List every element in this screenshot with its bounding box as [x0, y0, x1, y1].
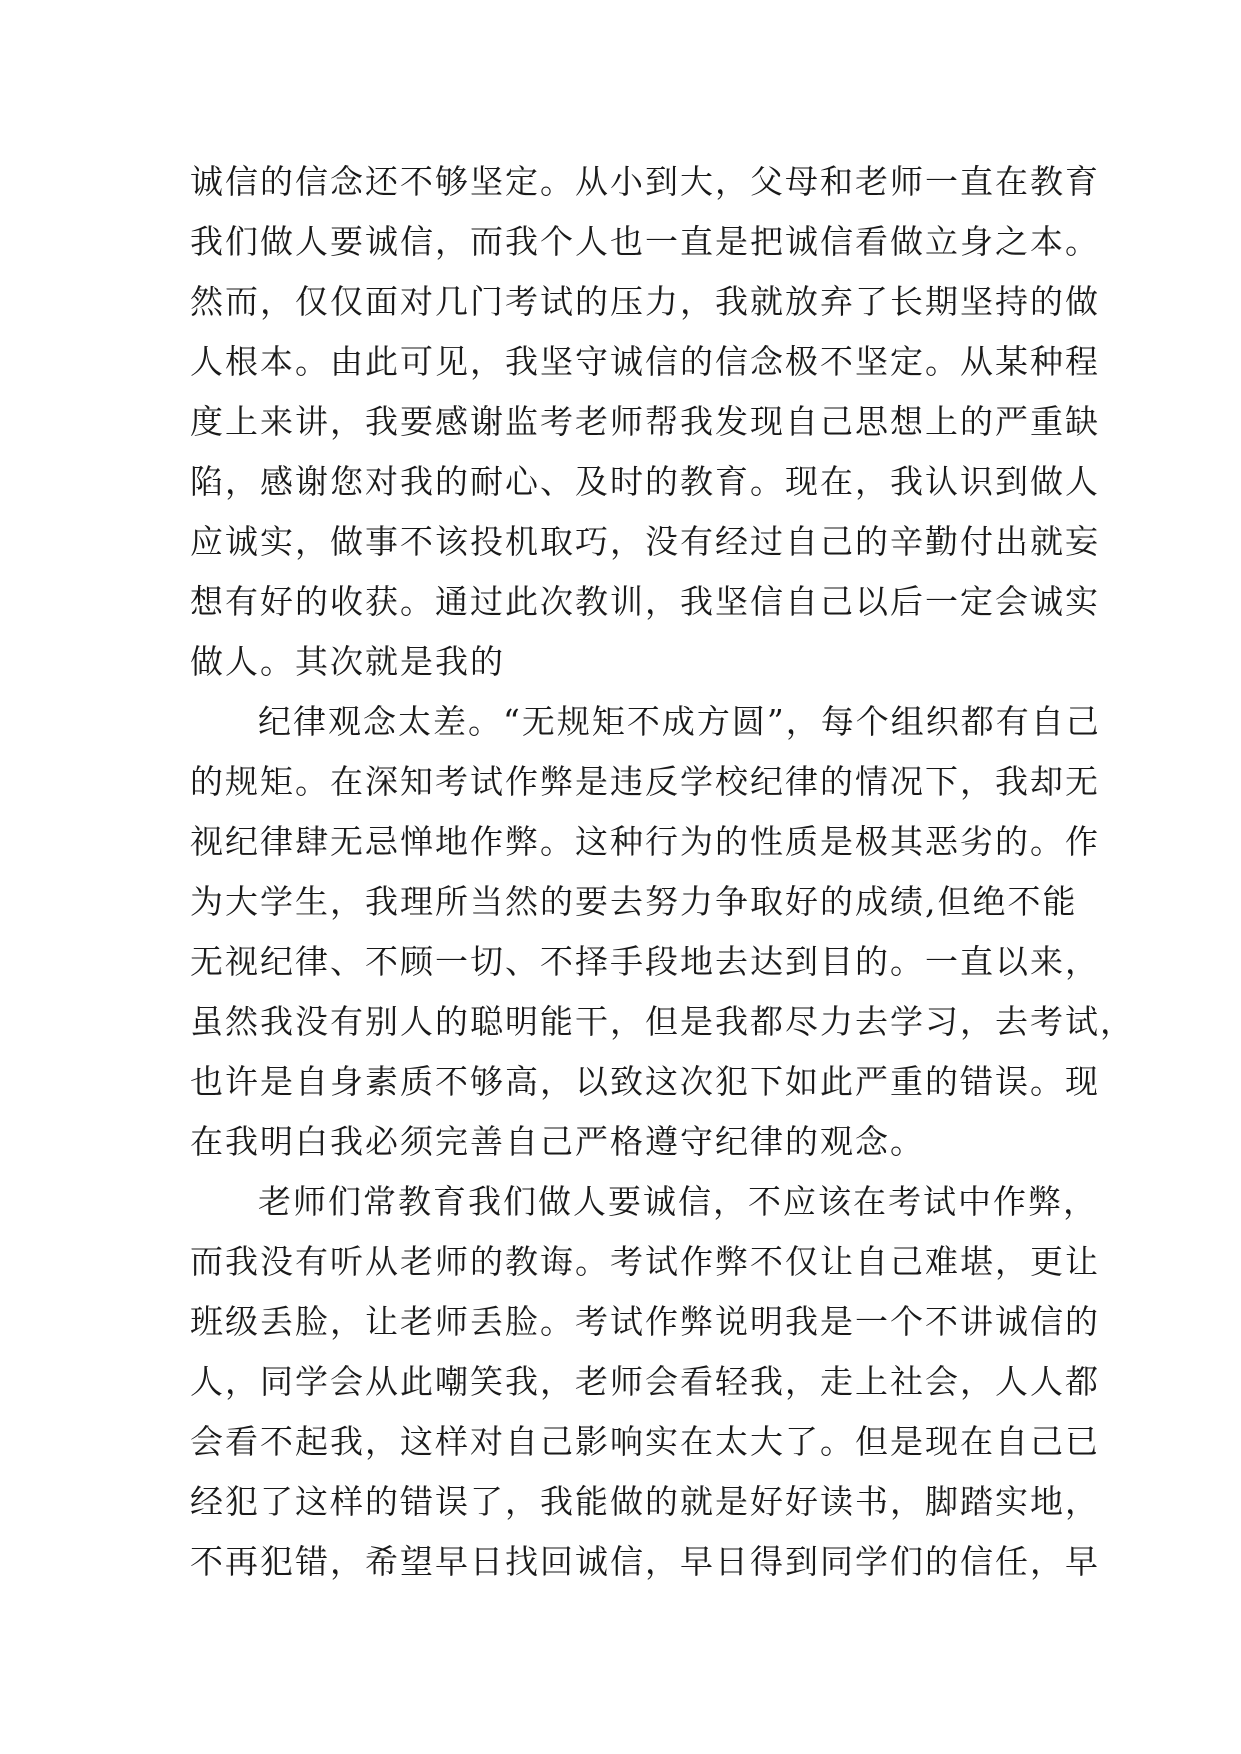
text-line: 度上来讲，我要感谢监考老师帮我发现自己思想上的严重缺	[190, 402, 1100, 441]
text-line: 想有好的收获。通过此次教训，我坚信自己以后一定会诚实	[190, 582, 1100, 621]
document-body	[190, 152, 1135, 1592]
text-line: 为大学生，我理所当然的要去努力争取好的成绩,但绝不能	[190, 882, 1078, 921]
paragraph-start-line: 老师们常教育我们做人要诚信，不应该在考试中作弊，	[258, 1182, 1098, 1221]
text-line: 然而，仅仅面对几门考试的压力，我就放弃了长期坚持的做	[190, 282, 1100, 321]
text-line: 的规矩。在深知考试作弊是违反学校纪律的情况下，我却无	[190, 762, 1100, 801]
text-line: 我们做人要诚信，而我个人也一直是把诚信看做立身之本。	[190, 222, 1100, 261]
text-line: 人根本。由此可见，我坚守诚信的信念极不坚定。从某种程	[190, 342, 1100, 381]
text-line: 做人。其次就是我的	[190, 642, 505, 681]
text-line: 在我明白我必须完善自己严格遵守纪律的观念。	[190, 1122, 925, 1161]
text-line: 诚信的信念还不够坚定。从小到大，父母和老师一直在教育	[190, 162, 1100, 201]
text-line: 而我没有听从老师的教诲。考试作弊不仅让自己难堪，更让	[190, 1242, 1100, 1281]
text-line: 虽然我没有别人的聪明能干，但是我都尽力去学习，去考试，	[190, 1002, 1135, 1041]
text-line: 会看不起我，这样对自己影响实在太大了。但是现在自己已	[190, 1422, 1100, 1461]
text-line: 也许是自身素质不够高，以致这次犯下如此严重的错误。现	[190, 1062, 1100, 1101]
text-line: 经犯了这样的错误了，我能做的就是好好读书，脚踏实地，	[190, 1482, 1100, 1521]
text-line: 不再犯错，希望早日找回诚信，早日得到同学们的信任，早	[190, 1542, 1100, 1581]
text-line: 视纪律肆无忌惮地作弊。这种行为的性质是极其恶劣的。作	[190, 822, 1100, 861]
paragraph-start-line: 纪律观念太差。“无规矩不成方圆”，每个组织都有自己	[258, 702, 1101, 741]
text-line: 班级丢脸，让老师丢脸。考试作弊说明我是一个不讲诚信的	[190, 1302, 1100, 1341]
text-line: 无视纪律、不顾一切、不择手段地去达到目的。一直以来，	[190, 942, 1100, 981]
text-line: 应诚实，做事不该投机取巧，没有经过自己的辛勤付出就妄	[190, 522, 1100, 561]
text-line: 陷，感谢您对我的耐心、及时的教育。现在，我认识到做人	[190, 462, 1100, 501]
text-line: 人，同学会从此嘲笑我，老师会看轻我，走上社会，人人都	[190, 1362, 1100, 1401]
